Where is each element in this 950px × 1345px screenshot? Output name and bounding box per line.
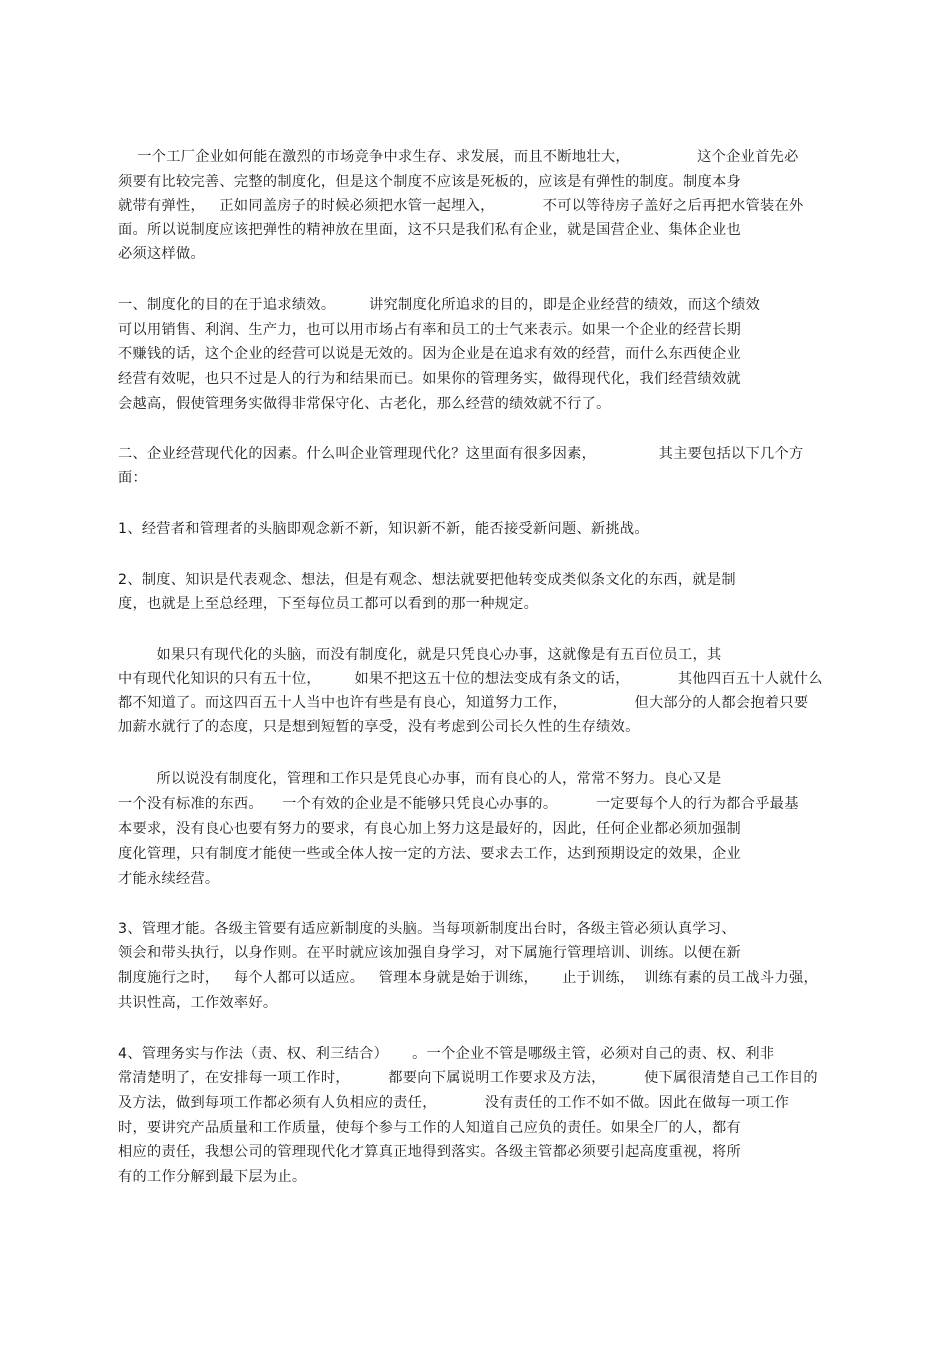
- text-line: 可以用销售、利润、生产力，也可以用市场占有率和员工的士气来表示。如果一个企业的经营长期: [118, 322, 741, 338]
- text-line: 度化管理，只有制度才能使一些或全体人按一定的方法、要求去工作，达到预期设定的效果，企业: [118, 846, 741, 862]
- list-item: 2、制度、知识是代表观念、想法，但是有观念、想法就要把他转变成类似条文化的东西，就是制: [118, 572, 736, 588]
- text-line: 时，要讲究产品质量和工作质量，使每个参与工作的人知道自己应负的责任。如果全厂的人，都有: [118, 1120, 741, 1136]
- text-line: 制度施行之时， 每个人都可以适应。 管理本身就是始于训练， 止于训练， 训练有素的员工战斗力强，: [118, 970, 818, 986]
- text-line: 经营有效呢，也只不过是人的行为和结果而已。如果你的管理务实，做得现代化，我们经营绩效就: [118, 371, 741, 387]
- text-line: 有的工作分解到最下层为止。: [118, 1169, 307, 1185]
- text-line: 就带有弹性， 正如同盖房子的时候必须把水管一起埋入， 不可以等待房子盖好之后再把水管装在外: [118, 198, 804, 214]
- text-line: 面：: [118, 470, 147, 486]
- text-line: 一个工厂企业如何能在激烈的市场竞争中求生存、求发展，而且不断地壮大， 这个企业首先必: [118, 149, 799, 165]
- text-line: 度，也就是上至总经理，下至每位员工都可以看到的那一种规定。: [118, 596, 539, 612]
- text-line: 共识性高，工作效率好。: [118, 995, 278, 1011]
- text-line: 常清楚明了，在安排每一项工作时， 都要向下属说明工作要求及方法， 使下属很清楚自己工作目的: [118, 1070, 818, 1086]
- text-line: 中有现代化知识的只有五十位， 如果不把这五十位的想法变成有条文的话， 其他四百五十人就什么: [118, 671, 823, 687]
- text-line: 及方法，做到每项工作都必须有人负相应的责任， 没有责任的工作不如不做。因此在做每一项工作: [118, 1095, 790, 1111]
- text-line: 领会和带头执行，以身作则。在平时就应该加强自身学习，对下属施行管理培训、训练。以便在新: [118, 945, 741, 961]
- text-line: 须要有比较完善、完整的制度化，但是这个制度不应该是死板的，应该是有弹性的制度。制度本身: [118, 174, 741, 190]
- text-line: 不赚钱的话，这个企业的经营可以说是无效的。因为企业是在追求有效的经营，而什么东西使企业: [118, 346, 741, 362]
- text-line: 如果只有现代化的头脑，而没有制度化，就是只凭良心办事，这就像是有五百位员工，其: [118, 647, 722, 663]
- list-item: 3、管理才能。各级主管要有适应新制度的头脑。当每项新制度出台时，各级主管必须认真学习、: [118, 921, 736, 937]
- text-line: 面。所以说制度应该把弹性的精神放在里面，这不只是我们私有企业，就是国营企业、集体企业也: [118, 222, 741, 238]
- text-line: 会越高，假使管理务实做得非常保守化、古老化，那么经营的绩效就不行了。: [118, 396, 611, 412]
- text-line: 一个没有标准的东西。 一个有效的企业是不能够只凭良心办事的。 一定要每个人的行为都合乎最基: [118, 796, 799, 812]
- text-line: 所以说没有制度化，管理和工作只是凭良心办事，而有良心的人，常常不努力。良心又是: [118, 771, 722, 787]
- text-line: 必须这样做。: [118, 246, 205, 262]
- text-line: 加薪水就行了的态度，只是想到短暂的享受，没有考虑到公司长久性的生存绩效。: [118, 719, 640, 735]
- text-line: 都不知道了。而这四百五十人当中也许有些是有良心，知道努力工作， 但大部分的人都会抱着只要: [118, 695, 809, 711]
- text-line: 才能永续经营。: [118, 871, 220, 887]
- section-heading: 一、制度化的目的在于追求绩效。 讲究制度化所追求的目的，即是企业经营的绩效，而这个绩效: [118, 297, 761, 313]
- text-line: 相应的责任，我想公司的管理现代化才算真正地得到落实。各级主管都必须要引起高度重视，将所: [118, 1144, 741, 1160]
- list-item: 1、经营者和管理者的头脑即观念新不新，知识新不新，能否接受新问题、新挑战。: [118, 521, 649, 537]
- section-heading: 二、企业经营现代化的因素。什么叫企业管理现代化？这里面有很多因素， 其主要包括以下几个方: [118, 446, 804, 462]
- list-item: 4、管理务实与作法（责、权、利三结合） 。一个企业不管是哪级主管，必须对自己的责、权、利非: [118, 1046, 775, 1062]
- text-line: 本要求，没有良心也要有努力的要求，有良心加上努力这是最好的，因此，任何企业都必须加强制: [118, 821, 741, 837]
